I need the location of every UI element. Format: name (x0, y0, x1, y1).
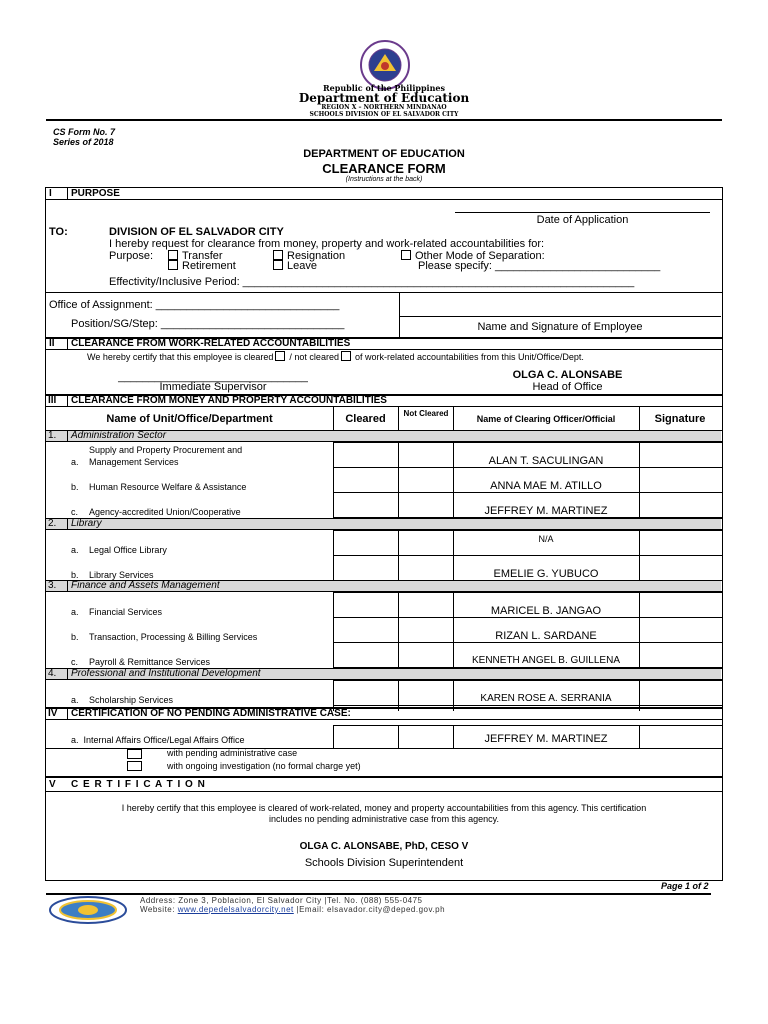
employee-signature-label: Name and Signature of Employee (477, 321, 643, 333)
other-checkbox[interactable] (401, 250, 411, 260)
sector-number: 1. (48, 430, 57, 441)
section5-title: C E R T I F I C A T I O N (71, 779, 206, 790)
instructions-note: (Instructions at the back) (345, 176, 423, 183)
footer-address: Address: Zone 3, Poblacion, El Salvador City |Tel. No. (088) 555-0475 (140, 896, 423, 905)
transfer-checkbox[interactable] (168, 250, 178, 260)
resignation-checkbox[interactable] (273, 250, 283, 260)
clearing-officer: ANNA MAE M. ATILLO (490, 480, 602, 492)
clearing-officer: KENNETH ANGEL B. GUILLENA (471, 655, 620, 666)
ongoing-investigation-label: with ongoing investigation (no formal charge yet) (167, 761, 361, 771)
unit-letter: c. (71, 657, 79, 667)
ongoing-investigation-checkbox[interactable] (127, 761, 142, 771)
cleared-cell[interactable] (334, 681, 397, 705)
unit-name: Human Resource Welfare & Assistance (89, 482, 247, 492)
division-logo-icon (48, 895, 128, 925)
not-cleared-cell[interactable] (399, 593, 452, 617)
work-cleared-checkbox[interactable] (275, 351, 285, 361)
pending-case-checkbox[interactable] (127, 749, 142, 759)
signature-cell[interactable] (640, 618, 720, 642)
signature-cell[interactable] (640, 681, 720, 705)
signature-cell[interactable] (640, 493, 720, 517)
unit-letter: b. (71, 482, 79, 492)
signature-line (399, 316, 721, 317)
pending-case-label: with pending administrative case (167, 748, 298, 758)
unit-name: Management Services (89, 457, 179, 467)
unit-letter: a. (71, 695, 79, 705)
department-heading: Department of Education (298, 91, 470, 105)
signature-cell[interactable] (640, 593, 720, 617)
unit-letter: a. (71, 607, 79, 617)
page-number: Page 1 of 2 (661, 881, 709, 891)
section3-title: CLEARANCE FROM MONEY AND PROPERTY ACCOUNTABILITIES (71, 395, 387, 406)
sds-name: OLGA C. ALONSABE, PhD, CESO V (299, 841, 469, 852)
request-text: I hereby request for clearance from money, property and work-related accountabilities for: (109, 238, 545, 250)
cleared-cell[interactable] (334, 443, 397, 467)
date-line (455, 212, 710, 213)
sector-number: 4. (48, 668, 57, 679)
not-cleared-cell[interactable] (399, 443, 452, 467)
website-link[interactable]: www.depedelsalvadorcity.net (177, 905, 294, 914)
cleared-cell[interactable] (334, 643, 397, 667)
clearing-officer: MARICEL B. JANGAO (490, 605, 602, 617)
date-label: Date of Application (536, 214, 629, 226)
unit-name: Financial Services (89, 607, 163, 617)
retirement-checkbox[interactable] (168, 260, 178, 270)
republic-text: Republic of the Philippines (322, 83, 445, 93)
sector-name: Library (71, 518, 102, 529)
not-cleared-cell[interactable] (399, 493, 452, 517)
unit-letter: b. (71, 632, 79, 642)
section4-title: CERTIFICATION OF NO PENDING ADMINISTRATIVE CASE: (71, 708, 351, 719)
effectivity-field[interactable]: Effectivity/Inclusive Period: ________________________________________________________________ (109, 276, 635, 288)
leave-checkbox[interactable] (273, 260, 283, 270)
unit-name: Library Services (89, 570, 154, 580)
section1-title: PURPOSE (71, 188, 120, 199)
section1-number: I (49, 188, 52, 199)
opt-transfer[interactable]: Transfer (168, 250, 223, 262)
cleared-cell[interactable] (334, 468, 397, 492)
section4-unit: a. Internal Affairs Office/Legal Affairs Office (71, 735, 245, 745)
section2-number: II (49, 338, 55, 349)
clearing-officer: N/A (538, 534, 554, 544)
cleared-cell[interactable] (334, 556, 397, 580)
sector-number: 2. (48, 518, 57, 529)
opt-retirement[interactable]: Retirement (168, 260, 236, 272)
sector-number: 3. (48, 580, 57, 591)
section3-number: III (48, 395, 57, 406)
unit-name: Payroll & Remittance Services (89, 657, 211, 667)
opt-other[interactable]: Other Mode of Separation: (401, 250, 545, 262)
form-number: CS Form No. 7 (53, 127, 116, 137)
sector-name: Administration Sector (71, 430, 167, 441)
signature-cell[interactable] (640, 531, 720, 555)
footer-contact: Website: www.depedelsalvadorcity.net |Email: elsavador.city@deped.gov.ph (140, 905, 446, 914)
form-title: CLEARANCE FORM (322, 161, 446, 176)
unit-letter: b. (71, 570, 79, 580)
unit-name: Transaction, Processing & Billing Services (89, 632, 258, 642)
cleared-cell[interactable] (334, 618, 397, 642)
to-label: TO: (49, 226, 68, 238)
signature-cell[interactable] (640, 556, 720, 580)
section4-number: IV (48, 708, 58, 719)
unit-letter: a. (71, 457, 79, 467)
not-cleared-cell[interactable] (399, 681, 452, 705)
section2-title: CLEARANCE FROM WORK-RELATED ACCOUNTABILITIES (71, 338, 351, 349)
head-of-office-label: Head of Office (532, 381, 603, 393)
signature-cell[interactable] (640, 443, 720, 467)
clearing-officer: EMELIE G. YUBUCO (493, 568, 599, 580)
unit-name: Agency-accredited Union/Cooperative (89, 507, 241, 517)
unit-name: Scholarship Services (89, 695, 174, 705)
sector-name: Professional and Institutional Development (71, 668, 261, 679)
certification-text-2: includes no pending administrative case from this agency. (269, 814, 499, 824)
clearing-officer: RIZAN L. SARDANE (495, 630, 597, 642)
not-cleared-cell[interactable] (399, 468, 452, 492)
region-text: REGION X – NORTHERN MINDANAO (321, 104, 447, 111)
unit-name-line1: Supply and Property Procurement and (89, 445, 243, 455)
section4-officer: JEFFREY M. MARTINEZ (484, 733, 608, 745)
please-specify-field[interactable]: Please specify: ___________________________ (418, 260, 661, 272)
sector-row-shade (46, 518, 721, 529)
sector-name: Finance and Assets Management (71, 580, 220, 591)
supervisor-line: _______________________________ (118, 371, 308, 383)
col-cleared-header: Cleared (345, 413, 386, 425)
clearing-officer: JEFFREY M. MARTINEZ (484, 505, 608, 517)
department-title: DEPARTMENT OF EDUCATION (303, 148, 465, 160)
not-cleared-cell[interactable] (399, 643, 452, 667)
section5-number: V (49, 779, 56, 790)
position-field[interactable]: Position/SG/Step: ______________________________ (71, 318, 345, 330)
col-not-cleared-header: Not Cleared (403, 409, 449, 418)
unit-name: Legal Office Library (89, 545, 167, 555)
not-cleared-cell[interactable] (399, 556, 452, 580)
sds-title: Schools Division Superintendent (304, 857, 464, 869)
clearing-officer: KAREN ROSE A. SERRANIA (480, 693, 612, 704)
col-officer-header: Name of Clearing Officer/Official (476, 414, 616, 424)
cleared-cell[interactable] (334, 493, 397, 517)
not-cleared-cell[interactable] (399, 531, 452, 555)
work-not-cleared-checkbox[interactable] (341, 351, 351, 361)
not-cleared-cell[interactable] (399, 618, 452, 642)
office-field[interactable]: Office of Assignment: ______________________________ (49, 299, 340, 311)
opt-resignation[interactable]: Resignation (273, 250, 345, 262)
signature-cell[interactable] (640, 468, 720, 492)
unit-letter: c. (71, 507, 79, 517)
cleared-cell[interactable] (334, 531, 397, 555)
head-of-office-name: OLGA C. ALONSABE (512, 369, 623, 381)
supervisor-label: Immediate Supervisor (159, 381, 267, 393)
cleared-cell[interactable] (334, 593, 397, 617)
certification-text-1: I hereby certify that this employee is cleared of work-related, money and property accountabilities from this agency. This certification (121, 803, 647, 813)
col-signature-header: Signature (654, 413, 706, 425)
header-rule (46, 119, 722, 121)
col-unit-header: Name of Unit/Office/Department (106, 413, 273, 425)
division-text: SCHOOLS DIVISION OF EL SALVADOR CITY (309, 111, 459, 118)
clearing-officer: ALAN T. SACULINGAN (488, 455, 604, 467)
signature-cell[interactable] (640, 643, 720, 667)
opt-leave[interactable]: Leave (273, 260, 317, 272)
purpose-label: Purpose: (109, 250, 154, 262)
form-series: Series of 2018 (53, 137, 114, 147)
unit-letter: a. (71, 545, 79, 555)
work-certify-text: We hereby certify that this employee is cleared / not cleared of work-related accountabilities from this Unit/Office/Dept. (87, 352, 584, 362)
to-value: DIVISION OF EL SALVADOR CITY (109, 226, 284, 238)
